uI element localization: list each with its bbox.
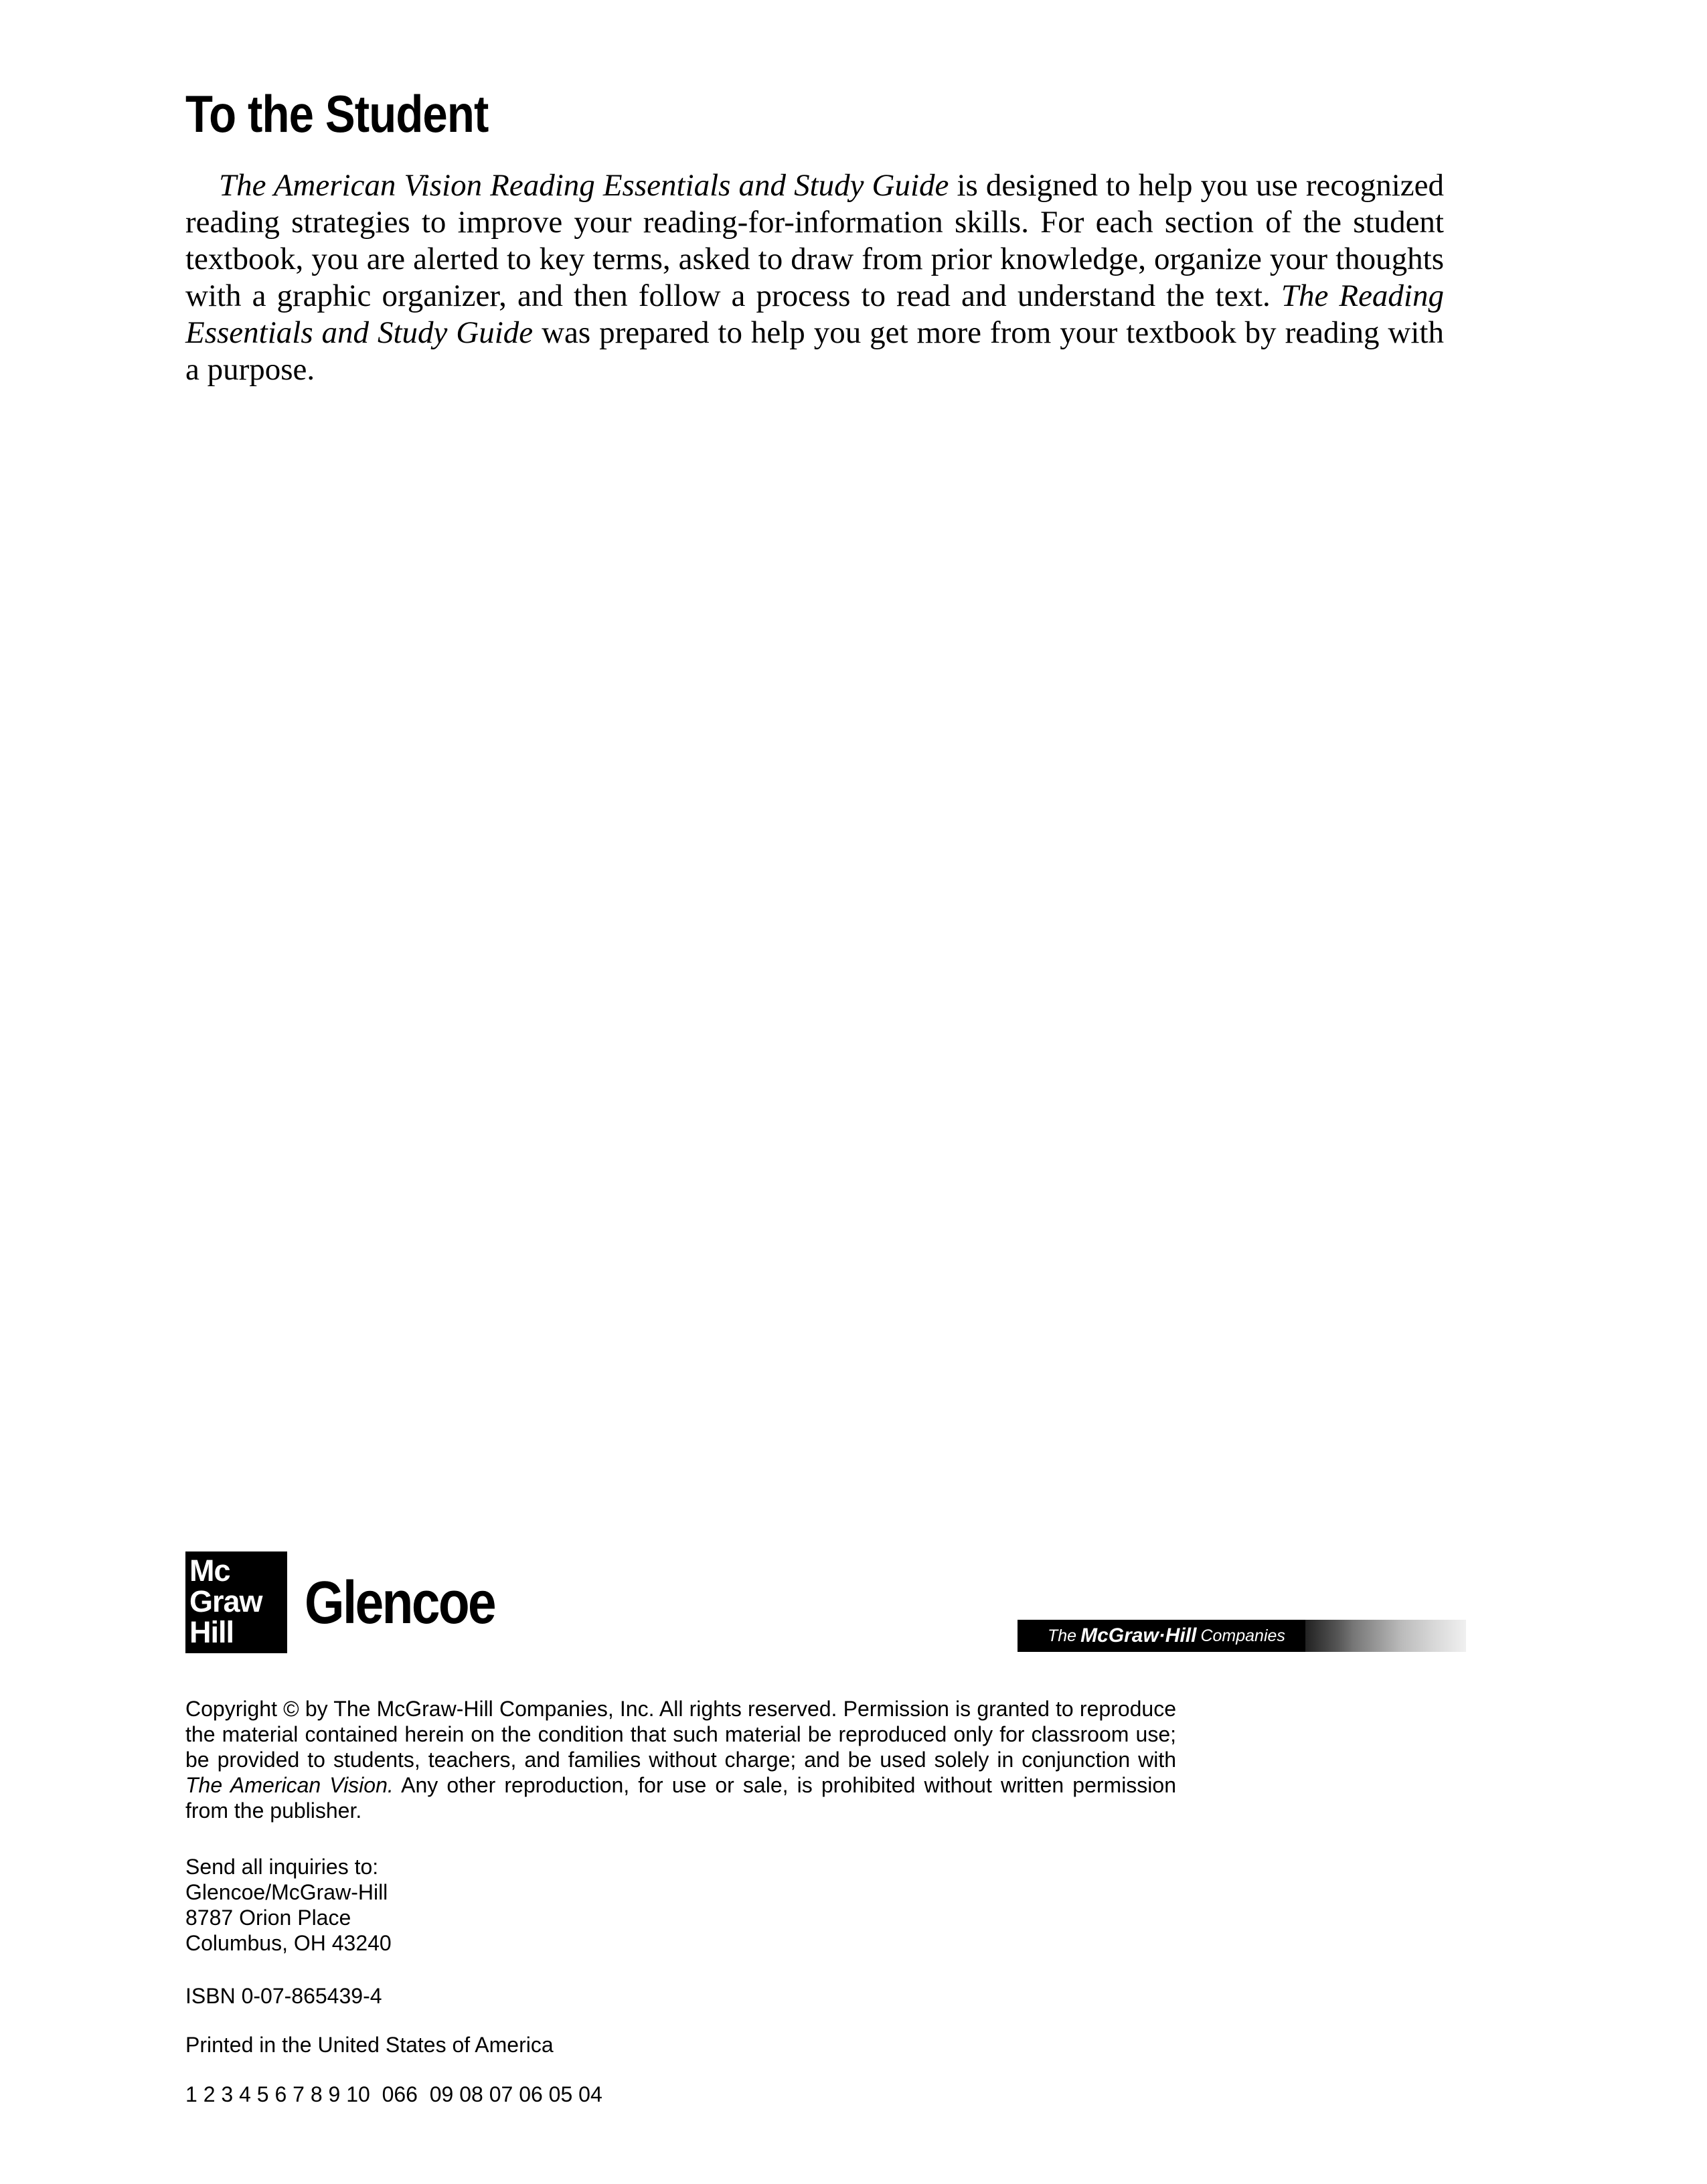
page-title: To the Student	[185, 84, 489, 143]
mcgraw-hill-logo	[185, 1551, 287, 1653]
intro-paragraph	[185, 167, 1444, 388]
printed-in: Printed in the United States of America	[185, 2033, 554, 2057]
inquiries-label: Send all inquiries to:	[185, 1855, 379, 1879]
companies-post: Companies	[1200, 1626, 1285, 1645]
logo-line-hill: Hill	[189, 1615, 234, 1649]
copyright-notice	[185, 1696, 1176, 1823]
intro-guide-title: The Reading Essentials and Study Guide	[185, 278, 1444, 350]
mcgraw-hill-companies-banner	[1018, 1620, 1466, 1652]
intro-text-part-2: was prepared to help you get more from your textbook by reading with a purpose.	[185, 315, 1444, 387]
copyright-text-part-2: Any other reproduction, for use or sale, is prohibited without written permission from the publisher.	[185, 1773, 1177, 1823]
inquiries-address	[185, 1854, 392, 1956]
isbn: ISBN 0-07-865439-4	[185, 1984, 382, 2008]
address-line-2: 8787 Orion Place	[185, 1906, 351, 1930]
intro-text-part-1: is designed to help you use recognized reading strategies to improve your reading-for-information skills. For each section of the student textbook, you are alerted to key terms, asked to draw from prior knowledge, organize your thoughts with a graphic organizer, and then follow a process to read and understand the text.	[185, 168, 1445, 313]
companies-brand: McGraw·Hill	[1080, 1624, 1197, 1647]
companies-banner-gradient	[1305, 1620, 1466, 1652]
copyright-text-part-1: Copyright © by The McGraw-Hill Companies, Inc. All rights reserved. Permission is granted to reproduce the material contained herein on the condition that such material be reproduced only for classroom use; be provided to students, teachers, and families without charge; and be used solely in conjunction with	[185, 1697, 1176, 1772]
logo-line-graw: Graw	[189, 1584, 262, 1618]
address-line-3: Columbus, OH 43240	[185, 1931, 392, 1955]
intro-book-title: The American Vision Reading Essentials and Study Guide	[219, 168, 949, 203]
companies-banner-text	[1018, 1620, 1305, 1652]
copyright-book-title: The American Vision.	[185, 1773, 394, 1797]
logo-line-mc: Mc	[189, 1553, 230, 1588]
print-line: 1 2 3 4 5 6 7 8 9 10 066 09 08 07 06 05 04	[185, 2082, 602, 2106]
address-line-1: Glencoe/McGraw-Hill	[185, 1880, 388, 1904]
glencoe-wordmark: Glencoe	[305, 1570, 495, 1636]
companies-pre: The	[1048, 1626, 1077, 1645]
